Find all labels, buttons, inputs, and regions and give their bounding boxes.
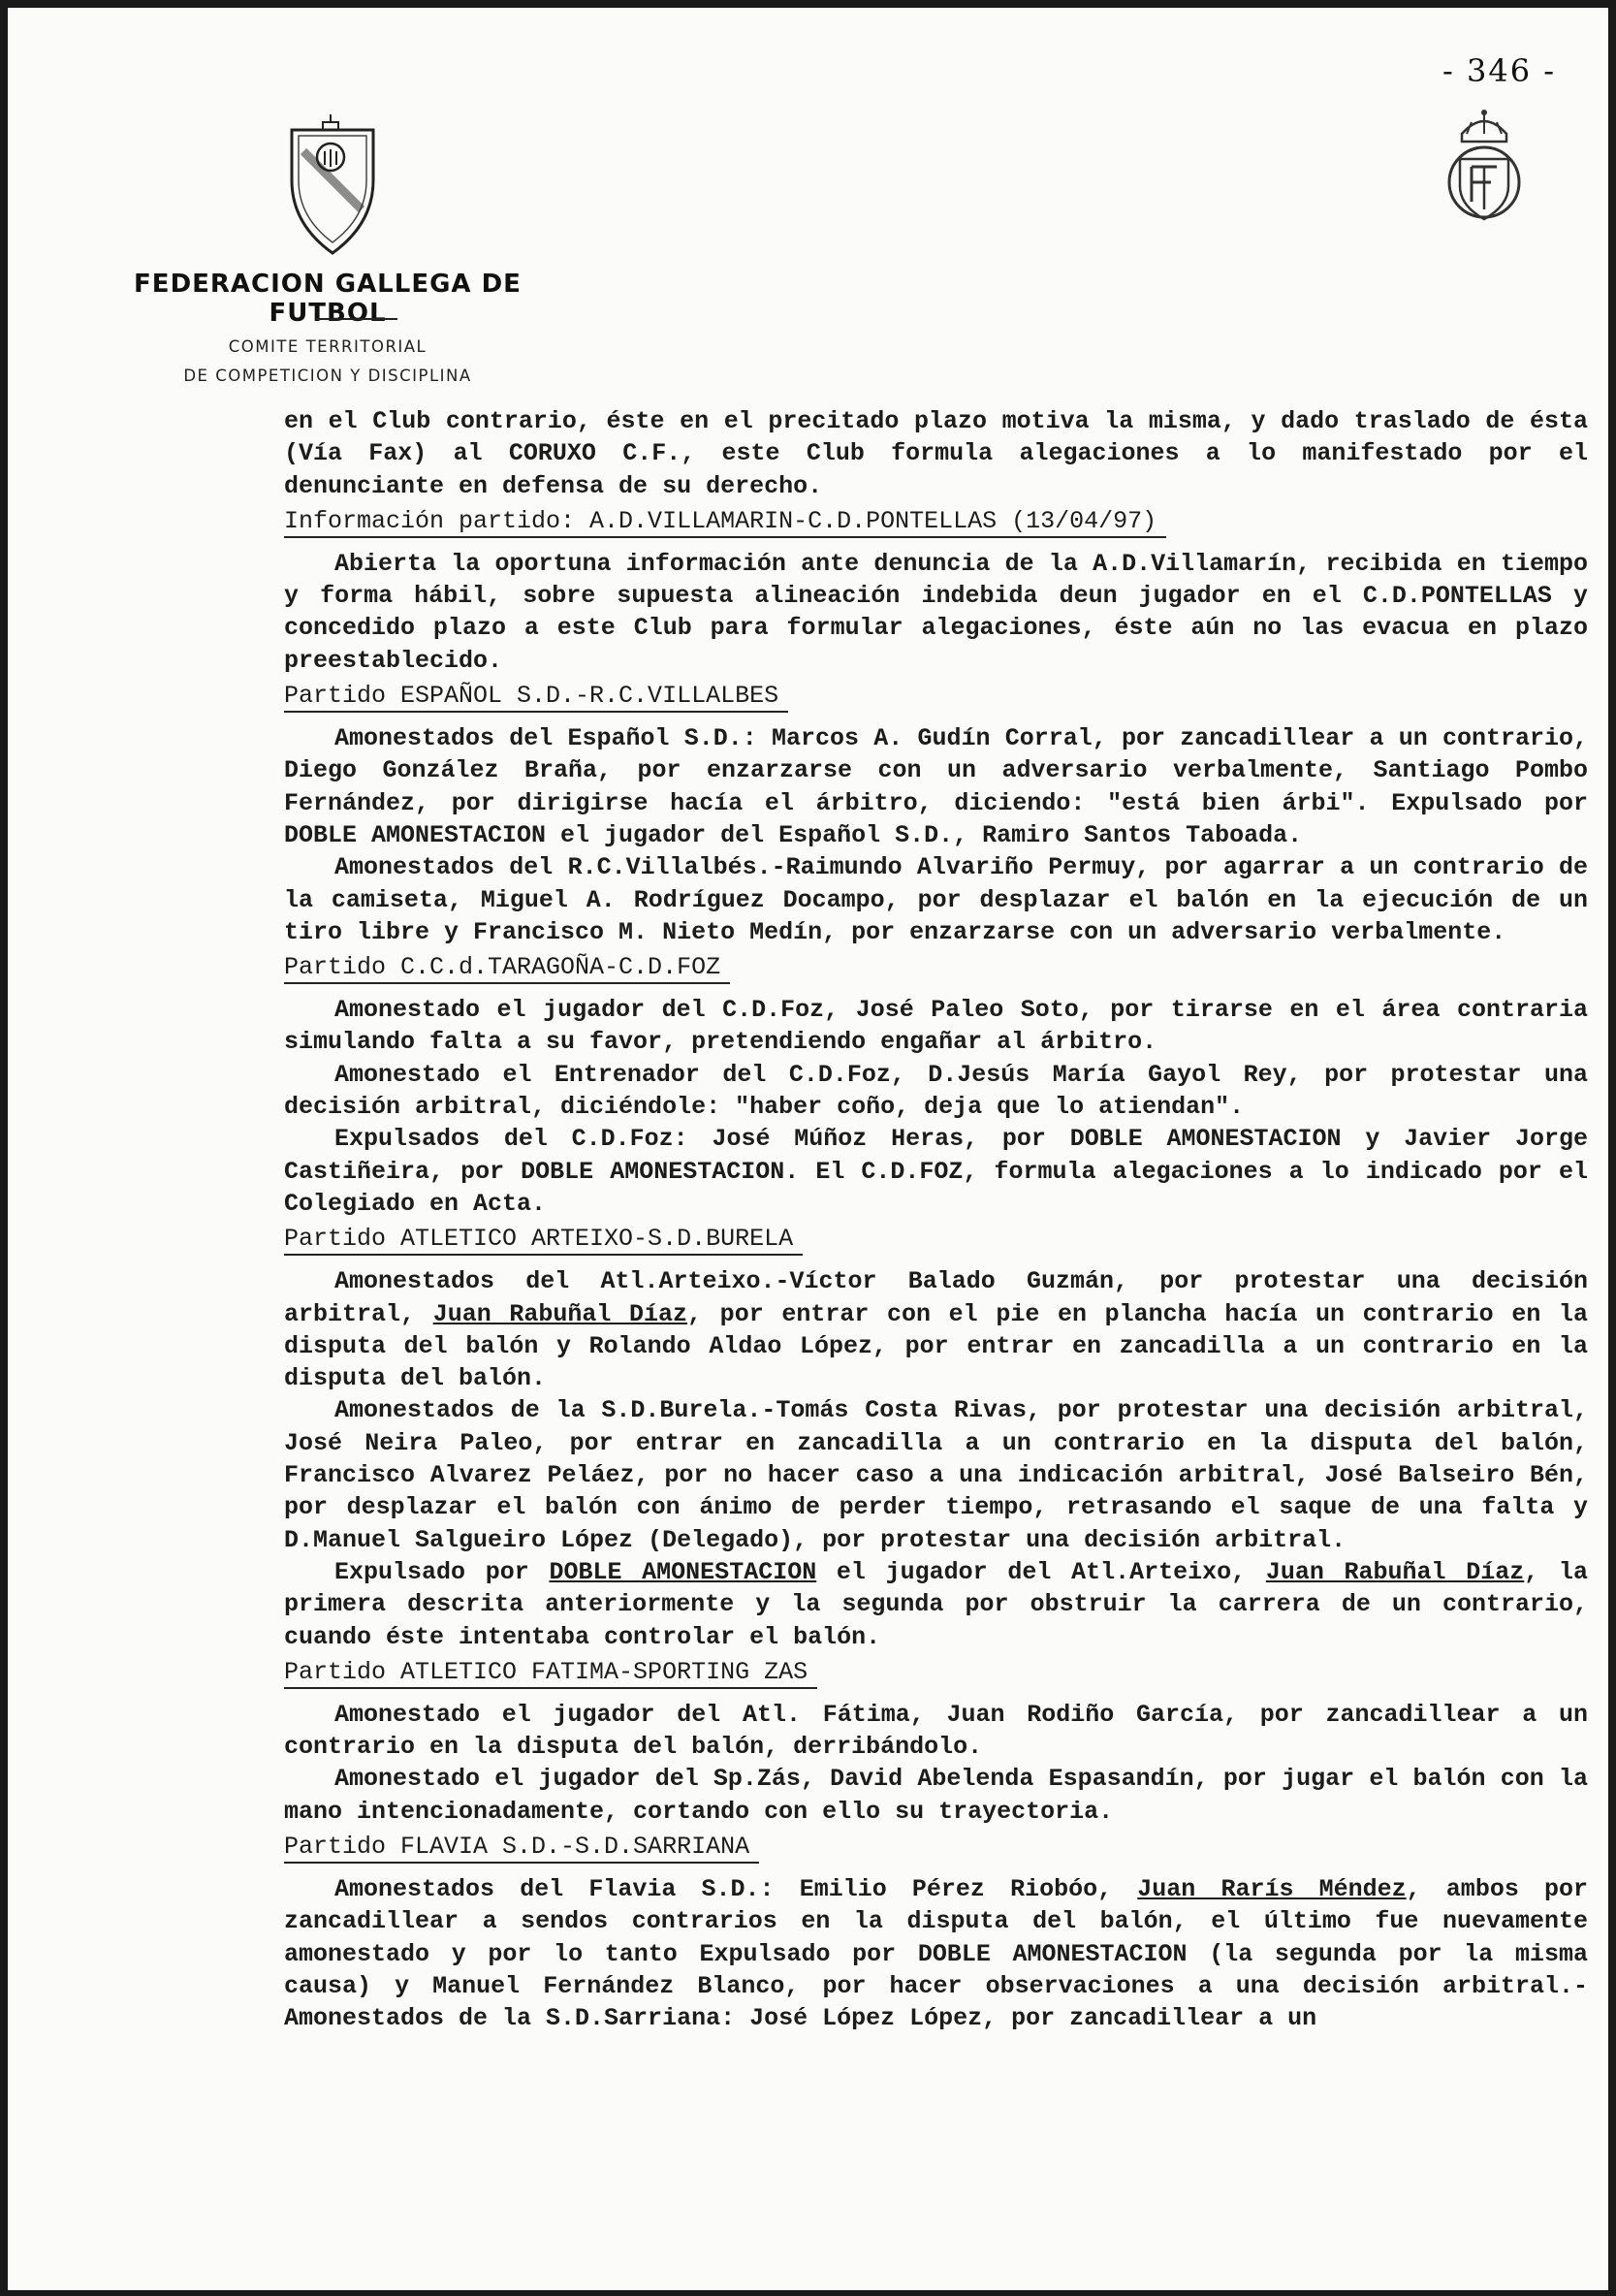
underlined-name: Juan Rarís Méndez (1137, 1874, 1407, 1903)
section-heading-flavia: Partido FLAVIA S.D.-S.D.SARRIANA (284, 1832, 759, 1864)
paragraph-fatima-1: Amonestado el jugador del Atl. Fátima, Juan Rodiño García, por zancadillear a un contrario en la disputa del balón, derribándolo. (284, 1700, 1588, 1762)
text-segment: Amonestados del Atl.Arteixo.-Víctor Balado Guzmán, por protestar una decisión arbitral, (284, 1267, 1588, 1328)
federation-name: FEDERACION GALLEGA DE FUTBOL (134, 270, 522, 328)
page-number: - 346 - (1442, 52, 1557, 89)
text-segment: Amonestados del Flavia S.D.: Emilio Pérez Riobóo, (334, 1874, 1138, 1903)
intro-paragraph: en el Club contrario, éste en el precitado plazo motiva la misma, y dado traslado de ésta (Vía Fax) al CORUXO C.F., este Club formula alegaciones a lo manifestado por el denunciante en defensa de su derecho. (284, 407, 1588, 500)
header-divider (316, 318, 397, 320)
text-segment: el jugador del Atl.Arteixo, (816, 1557, 1266, 1586)
underlined-name: Juan Rabuñal Díaz (1265, 1557, 1525, 1586)
paragraph-arteixo-3 (284, 1556, 1588, 1653)
paragraph-fatima-2: Amonestado el jugador del Sp.Zás, David Abelenda Espasandín, por jugar el balón con la mano intencionadamente, cortando con ello su trayectoria. (284, 1765, 1588, 1826)
document-body (284, 405, 1588, 2034)
paragraph-flavia (284, 1873, 1588, 2034)
paragraph-espanol-2: Amonestados del R.C.Villalbés.-Raimundo Alvariño Permuy, por agarrar a un contrario de la camiseta, Miguel A. Rodríguez Docampo, por desplazar el balón en la ejecución de un tiro libre y Francisco M. Nieto Medín, por enzarzarse con un adversario verbalmente. (284, 853, 1588, 946)
committee-line-1: COMITE TERRITORIAL (228, 337, 428, 356)
paragraph-taragona-3: Expulsados del C.D.Foz: José Múñoz Heras, por DOBLE AMONESTACION y Javier Jorge Castiñeira, por DOBLE AMONESTACION. El C.D.FOZ, formula alegaciones a lo indicado por el Colegiado en Acta. (284, 1125, 1588, 1218)
section-heading-arteixo: Partido ATLETICO ARTEIXO-S.D.BURELA (284, 1224, 803, 1256)
crown-shield-icon (1442, 105, 1526, 231)
underlined-name: Juan Rabuñal Díaz (432, 1299, 688, 1328)
text-segment: , por entrar con el pie en plancha hacía un contrario en la disputa del balón y Rolando Aldao López, por entrar en zancadilla a un contrario en la disputa del balón. (284, 1299, 1588, 1393)
committee-line-2: DE COMPETICION Y DISCIPLINA (183, 367, 472, 385)
text-segment: , la primera descrita anteriormente y la segunda por obstruir la carrera de un contrario, cuando éste intentaba controlar el balón. (284, 1557, 1588, 1651)
paragraph-arteixo-1 (284, 1265, 1588, 1394)
section-heading-espanol: Partido ESPAÑOL S.D.-R.C.VILLALBES (284, 681, 788, 713)
text-segment: , ambos por zancadillear a sendos contrarios en la disputa del balón, el último fue nuevamente amonestado y por lo tanto Expulsado por DOBLE AMONESTACION (la segunda por la misma causa) y Manuel Fernández Blanco, por hacer observaciones a una decisión arbitral.-Amonestados de la S.D.Sarriana: José López López, por zancadillear a un (284, 1874, 1588, 2033)
paragraph-arteixo-2: Amonestados de la S.D.Burela.-Tomás Costa Rivas, por protestar una decisión arbitral, José Neira Paleo, por entrar en zancadilla a un contrario en la disputa del balón, Francisco Alvarez Peláez, por no hacer caso a una indicación arbitral, José Balseiro Bén, por desplazar el balón con ánimo de perder tiempo, retrasando el saque de una falta y D.Manuel Salgueiro López (Delegado), por protestar una decisión arbitral. (284, 1396, 1588, 1554)
document-page (8, 8, 1608, 2290)
paragraph-espanol-1: Amonestados del Español S.D.: Marcos A. Gudín Corral, por zancadillear a un contrario, Diego González Braña, por enzarzarse con un adversario verbalmente, Santiago Pombo Fernández, por dirigirse hacía el árbitro, diciendo: "está bien árbi". Expulsado por DOBLE AMONESTACION el jugador del Español S.D., Ramiro Santos Taboada. (284, 724, 1588, 849)
section-heading-fatima: Partido ATLETICO FATIMA-SPORTING ZAS (284, 1657, 817, 1689)
paragraph-taragona-1: Amonestado el jugador del C.D.Foz, José Paleo Soto, por tirarse en el área contraria simulando falta a su favor, pretendiendo engañar al árbitro. (284, 996, 1588, 1057)
text-segment: Expulsado por (334, 1557, 550, 1586)
paragraph-taragona-2: Amonestado el Entrenador del C.D.Foz, D.Jesús María Gayol Rey, por protestar una decisión arbitral, diciéndole: "haber coño, deja que lo atiendan". (284, 1060, 1588, 1122)
paragraph-villamarin: Abierta la oportuna información ante denuncia de la A.D.Villamarín, recibida en tiempo y forma hábil, sobre supuesta alineación indebida deun jugador en el C.D.PONTELLAS y concedido plazo a este Club para formular alegaciones, éste aún no las evacua en plazo preestablecido. (284, 549, 1588, 675)
section-heading-villamarin: Información partido: A.D.VILLAMARIN-C.D.PONTELLAS (13/04/97) (284, 506, 1166, 538)
federation-shield-icon (284, 112, 381, 258)
underlined-text: DOBLE AMONESTACION (549, 1557, 817, 1586)
section-heading-taragona: Partido C.C.d.TARAGOÑA-C.D.FOZ (284, 952, 730, 984)
